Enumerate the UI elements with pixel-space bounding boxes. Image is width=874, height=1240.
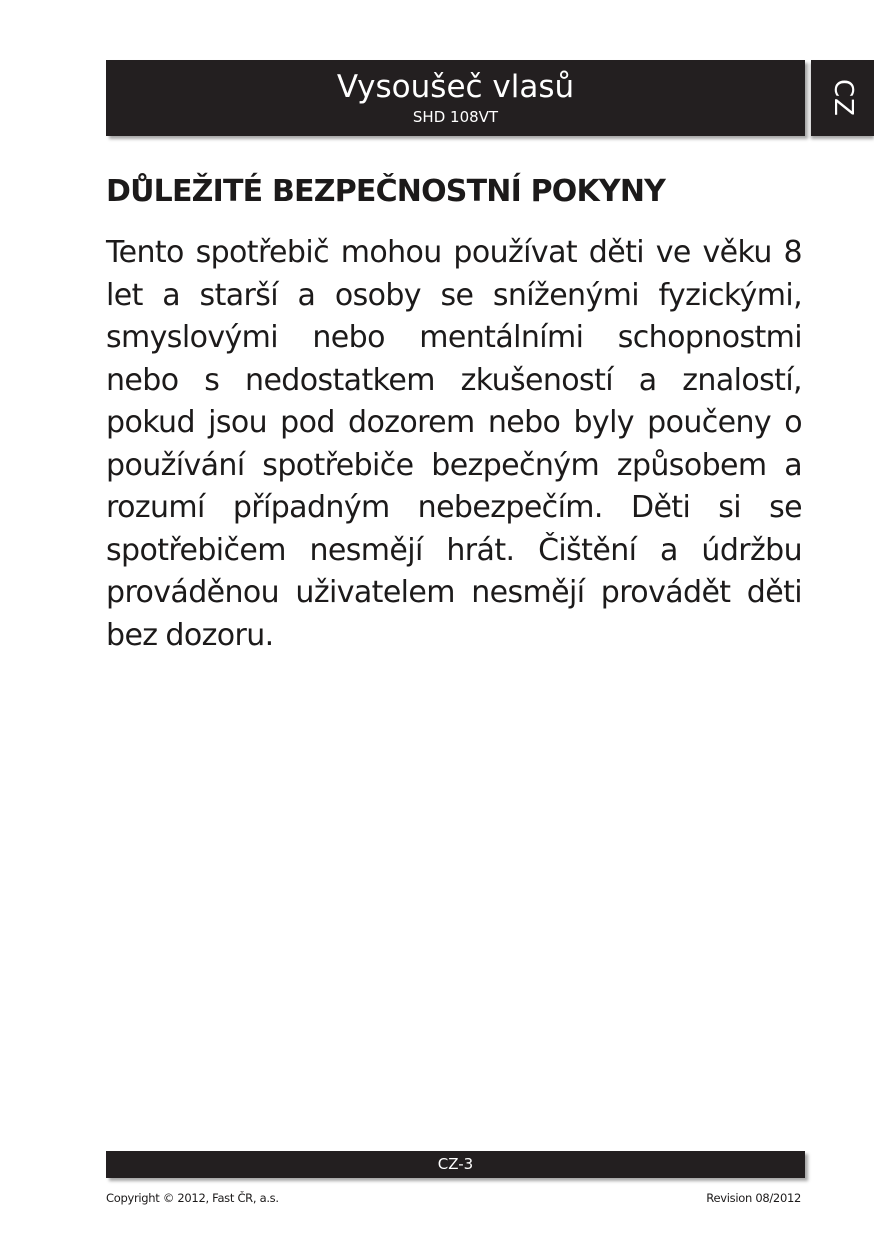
revision-label: Revision 08/2012 [706, 1191, 801, 1205]
language-tab [811, 60, 874, 136]
language-code: CZ [827, 79, 858, 117]
page-number: CZ-3 [437, 1155, 474, 1173]
model-number: SHD 108VT [412, 108, 499, 126]
document-title: Vysoušeč vlasů [336, 69, 575, 105]
safety-paragraph: Tento spotřebič mohou používat děti ve věku 8 let a starší a osoby se sníženými fyzickými, smyslovými nebo mentálními schopnostmi nebo s nedostatkem zkušeností a znalostí, pokud jsou pod dozorem nebo byly poučeny o používání spotřebiče bezpečným způsobem a rozumí případným nebezpečím. Děti si se spotřebičem nesmějí hrát. Čištění a údržbu prováděnou uživatelem nesmějí provádět děti bez dozoru. [106, 235, 802, 653]
footer-bar [106, 1151, 805, 1178]
header-bar [106, 60, 805, 136]
section-heading: DŮLEŽITÉ BEZPEČNOSTNÍ POKYNY [106, 174, 666, 209]
copyright-notice: Copyright © 2012, Fast ČR, a.s. [106, 1191, 279, 1205]
